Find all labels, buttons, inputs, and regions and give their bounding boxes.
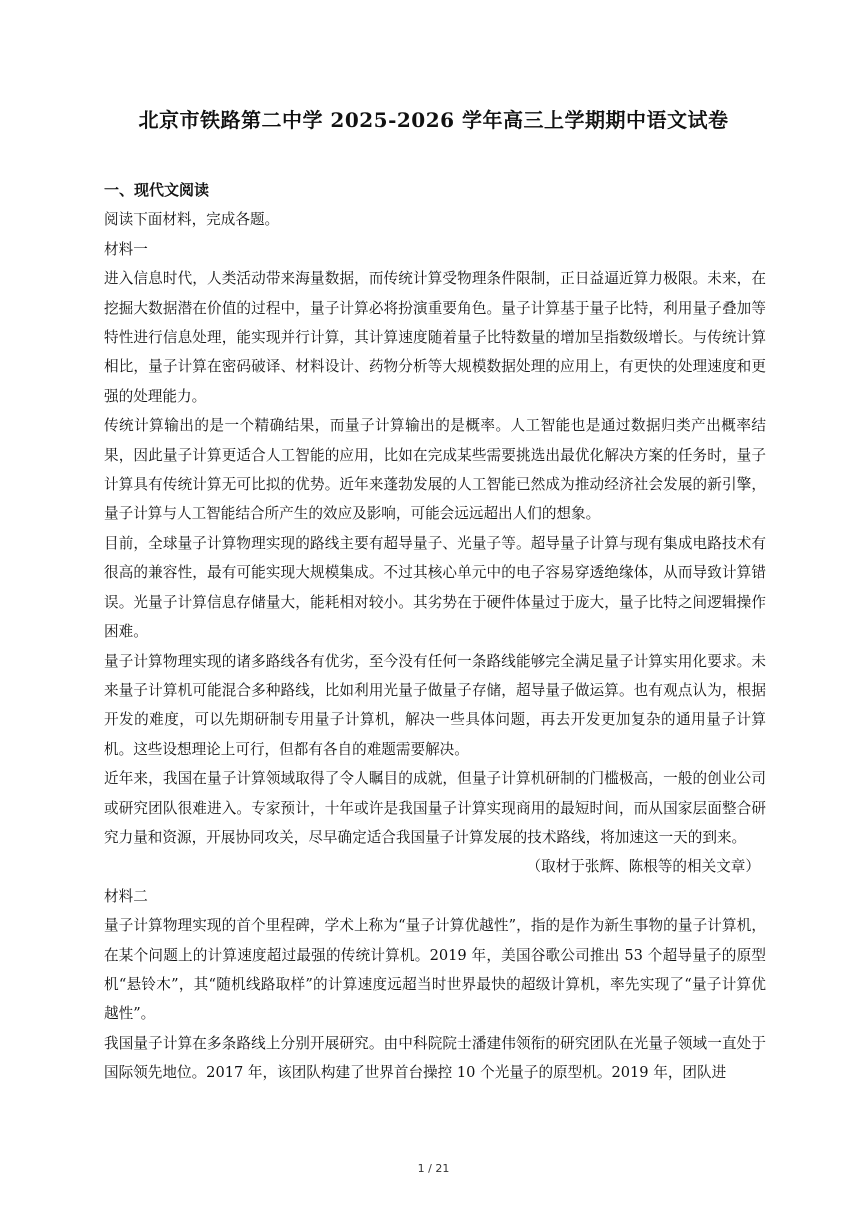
source-citation: （取材于张辉、陈根等的相关文章） — [526, 858, 760, 876]
paragraph: 目前，全球量子计算物理实现的路线主要有超导量子、光量子等。超导量子计算与现有集成电路技术有很高的兼容性，最有可能实现大规模集成。不过其核心单元中的电子容易穿透绝缘体，从而导致计算错误。光量子计算信息存储量大，能耗相对较小。其劣势在于硬件体量过于庞大，量子比特之间逻辑操作困难。 — [104, 534, 766, 641]
document-body — [104, 176, 766, 1088]
section-heading: 一、现代文阅读 — [104, 181, 210, 199]
page-title: 北京市铁路第二中学 2025-2026 学年高三上学期期中语文试卷 — [138, 108, 729, 132]
paragraph: 量子计算物理实现的首个里程碑，学术上称为“量子计算优越性”，指的是作为新生事物的量子计算机，在某个问题上的计算速度超过最强的传统计算机。2019 年，美国谷歌公司推出 53 个超导量子的原型机“悬铃木”，其“随机线路取样”的计算速度远超当时世界最快的超级计算机，率先实现了“量子计算优越性”。 — [104, 917, 766, 1023]
page-number: 1 / 21 — [417, 1162, 450, 1175]
paragraph: 进入信息时代，人类活动带来海量数据，而传统计算受物理条件限制，正日益逼近算力极限。未来，在挖掘大数据潜在价值的过程中，量子计算必将扮演重要角色。量子计算基于量子比特，利用量子叠加等特性进行信息处理，能实现并行计算，其计算速度随着量子比特数量的增加呈指数级增长。与传统计算相比，量子计算在密码破译、材料设计、药物分析等大规模数据处理的应用上，有更快的处理速度和更强的处理能力。 — [104, 270, 766, 405]
instruction-text: 阅读下面材料，完成各题。 — [104, 211, 280, 229]
material-heading: 材料一 — [104, 240, 148, 258]
paragraph: 传统计算输出的是一个精确结果，而量子计算输出的是概率。人工智能也是通过数据归类产出概率结果，因此量子计算更适合人工智能的应用，比如在完成某些需要挑选出最优化解决方案的任务时，量子计算具有传统计算无可比拟的优势。近年来蓬勃发展的人工智能已然成为推动经济社会发展的新引擎，量子计算与人工智能结合所产生的效应及影响，可能会远远超出人们的想象。 — [104, 417, 766, 523]
paragraph: 近年来，我国在量子计算领域取得了令人瞩目的成就，但量子计算机研制的门槛极高，一般的创业公司或研究团队很难进入。专家预计，十年或许是我国量子计算实现商用的最短时间，而从国家层面整合研究力量和资源，开展协同攻关，尽早确定适合我国量子计算发展的技术路线，将加速这一天的到来。 — [104, 770, 766, 846]
material-heading: 材料二 — [104, 887, 148, 905]
paragraph: 量子计算物理实现的诸多路线各有优劣，至今没有任何一条路线能够完全满足量子计算实用化要求。未来量子计算机可能混合多种路线，比如利用光量子做量子存储，超导量子做运算。也有观点认为，根据开发的难度，可以先期研制专用量子计算机，解决一些具体问题，再去开发更加复杂的通用量子计算机。这些设想理论上可行，但都有各自的难题需要解决。 — [104, 652, 766, 758]
paragraph: 我国量子计算在多条路线上分别开展研究。由中科院院士潘建伟领衔的研究团队在光量子领域一直处于国际领先地位。2017 年，该团队构建了世界首台操控 10 个光量子的原型机。2019 年，团队进 — [104, 1034, 766, 1082]
